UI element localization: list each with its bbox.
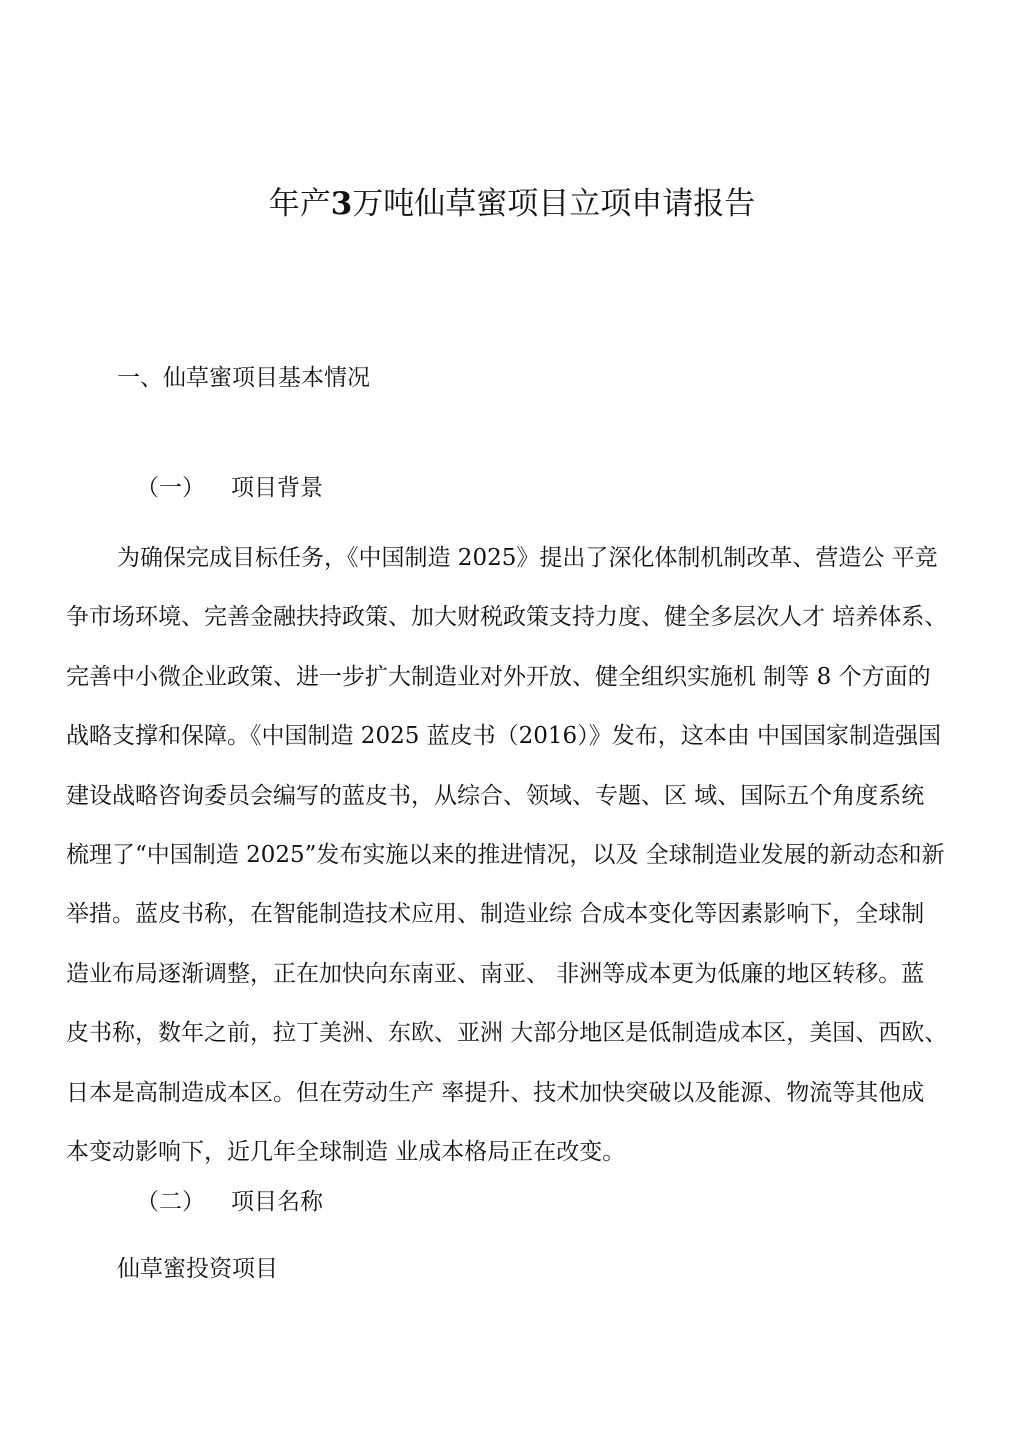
subsection-marker: （二） <box>136 1189 205 1215</box>
paragraph-line: 争市场环境、完善金融扶持政策、加大财税政策支持力度、健全多层次人才 培养体系、 <box>66 604 948 631</box>
title-number: 3 <box>330 186 353 222</box>
paragraph-line: 造业布局逐渐调整，正在加快向东南亚、南亚、 非洲等成本更为低廉的地区转移。蓝 <box>66 960 925 987</box>
paragraph-line: 本变动影响下，近几年全球制造 业成本格局正在改变。 <box>66 1139 626 1166</box>
subsection-marker: （一） <box>136 475 205 501</box>
subsection-label: 项目名称 <box>231 1189 323 1215</box>
paragraph-line: 举措。蓝皮书称，在智能制造技术应用、制造业综 合成本变化等因素影响下，全球制 <box>66 901 925 928</box>
project-name-text: 仙草蜜投资项目 <box>117 1256 278 1282</box>
background-paragraph <box>66 529 966 1182</box>
paragraph-line: 完善中小微企业政策、进一步扩大制造业对外开放、健全组织实施机 制等 8 个方面的 <box>66 663 931 690</box>
document-title <box>0 183 1024 225</box>
paragraph-line: 日本是高制造成本区。但在劳动生产 率提升、技术加快突破以及能源、物流等其他成 <box>66 1079 925 1106</box>
paragraph-line: 战略支撑和保障。《中国制造 2025 蓝皮书（2016）》发布，这本由 中国国家制造强国 <box>66 723 941 750</box>
paragraph-line: 为确保完成目标任务，《中国制造 2025》提出了深化体制机制改革、营造公 平竞 <box>117 545 938 571</box>
paragraph-line: 梳理了“中国制造 2025”发布实施以来的推进情况，以及 全球制造业发展的新动态和新 <box>66 842 945 869</box>
subsection-heading-background <box>136 472 323 504</box>
section-heading-basic-info: 一、仙草蜜项目基本情况 <box>117 365 370 391</box>
paragraph-line: 建设战略咨询委员会编写的蓝皮书，从综合、领域、专题、区 域、国际五个角度系统 <box>66 782 925 809</box>
subsection-heading-project-name <box>136 1186 323 1218</box>
title-suffix: 万吨仙草蜜项目立项申请报告 <box>352 186 756 222</box>
title-prefix: 年产 <box>268 186 331 222</box>
subsection-label: 项目背景 <box>231 475 323 501</box>
paragraph-line: 皮书称，数年之前，拉丁美洲、东欧、亚洲 大部分地区是低制造成本区，美国、西欧、 <box>66 1020 948 1047</box>
